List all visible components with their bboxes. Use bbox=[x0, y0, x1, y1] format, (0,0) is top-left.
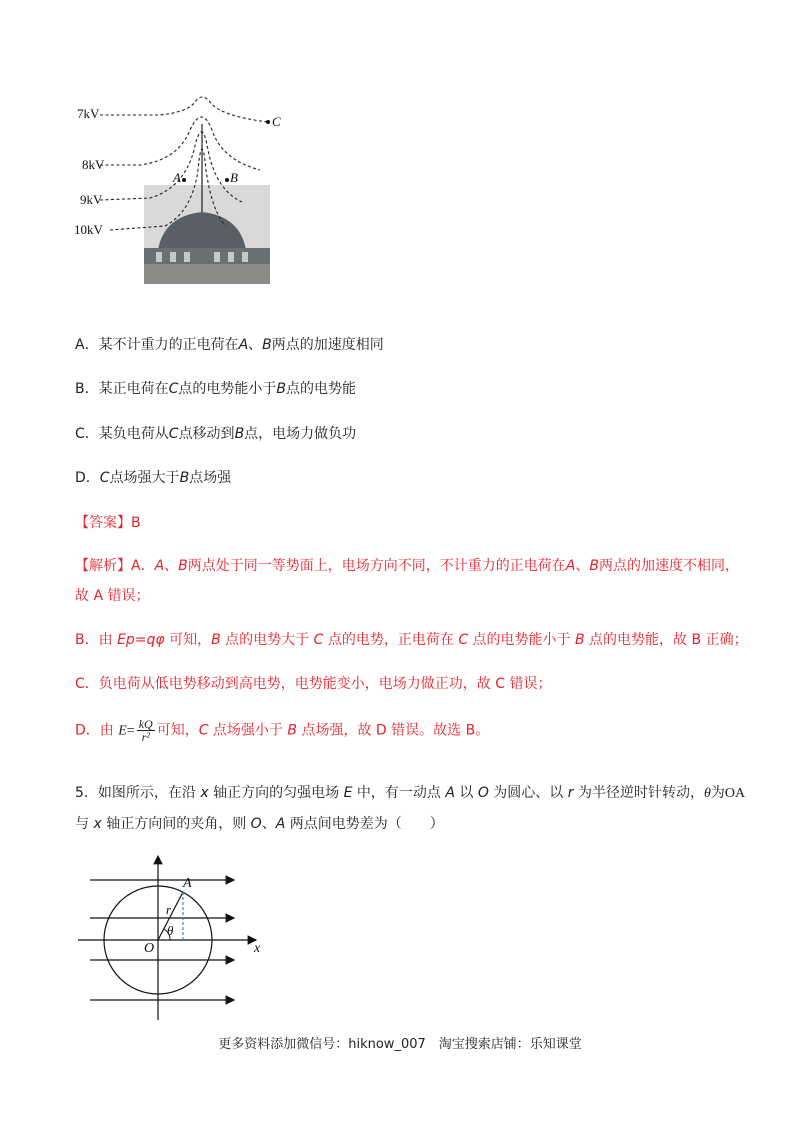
figure-equipotential bbox=[60, 90, 320, 290]
analysis-a-line1: 【解析】A．A、B两点处于同一等势面上，电场方向不同，不计重力的正电荷在A、B两点的加速度不相同， bbox=[75, 558, 739, 574]
analysis-a-line2: 故 A 错误； bbox=[75, 588, 150, 604]
label-a: A bbox=[183, 876, 192, 891]
option-c: C．某负电荷从C点移动到B点，电场力做负功 bbox=[75, 426, 357, 442]
label-point-a: A bbox=[173, 170, 181, 185]
label-10kv: 10kV bbox=[74, 222, 103, 237]
label-theta: θ bbox=[167, 923, 174, 938]
formula-fraction: $\frac{kQ}{\text{r²}}$ bbox=[138, 717, 153, 744]
answer-line bbox=[75, 512, 141, 532]
label-r: r bbox=[166, 902, 172, 917]
analysis-b-line: B．由 Ep=qφ 可知，B 点的电势大于 C 点的电势，正电荷在 C 点的电势能小于 B 点的电势能，故 B 正确； bbox=[75, 632, 748, 648]
point-c-dot bbox=[266, 120, 270, 124]
option-b: B．某正电荷在C点的电势能小于B点的电势能 bbox=[75, 381, 356, 397]
label-point-b: B bbox=[230, 170, 238, 185]
formula-e: E bbox=[118, 723, 127, 739]
label-8kv: 8kV bbox=[82, 157, 105, 172]
point-b-dot bbox=[225, 178, 229, 182]
label-point-c: C bbox=[272, 114, 281, 129]
analysis-c-line: C．负电荷从低电势移动到高电势，电势能变小，电场力做正功，故 C 错误； bbox=[75, 676, 552, 692]
page-footer: 更多资料添加微信号：hiknow_007 淘宝搜索店铺：乐知课堂 bbox=[218, 1037, 582, 1052]
label-o: O bbox=[144, 941, 155, 956]
field-lines bbox=[78, 880, 256, 1000]
label-x: x bbox=[254, 941, 261, 956]
figure-circle-field bbox=[70, 850, 270, 1030]
question5-line2: 与 x 轴正方向间的夹角，则 O、A 两点间电势差为（ ） bbox=[75, 816, 444, 832]
option-d: D．C点场强大于B点场强 bbox=[75, 470, 232, 486]
option-a: A．某不计重力的正电荷在A、B两点的加速度相同 bbox=[75, 337, 384, 353]
analysis-d-line: D．由 E= $\frac{kQ}{\text{r²}}$ 可知，C 点场强小于 B 点场强，故 D 错误。故选 B。 bbox=[75, 717, 490, 744]
answer-value: B bbox=[131, 515, 141, 531]
question5-line1: 5．如图所示，在沿 x 轴正方向的匀强电场 E 中，有一动点 A 以 O 为圆心、以 r 为半径逆时针转动，θ为OA bbox=[75, 785, 746, 801]
label-7kv: 7kV bbox=[77, 106, 100, 121]
point-a-dot bbox=[182, 178, 186, 182]
answer-label: 【答案】 bbox=[75, 515, 131, 531]
building-base bbox=[144, 264, 270, 284]
circle-field-diagram bbox=[70, 850, 270, 1030]
label-9kv: 9kV bbox=[80, 192, 103, 207]
